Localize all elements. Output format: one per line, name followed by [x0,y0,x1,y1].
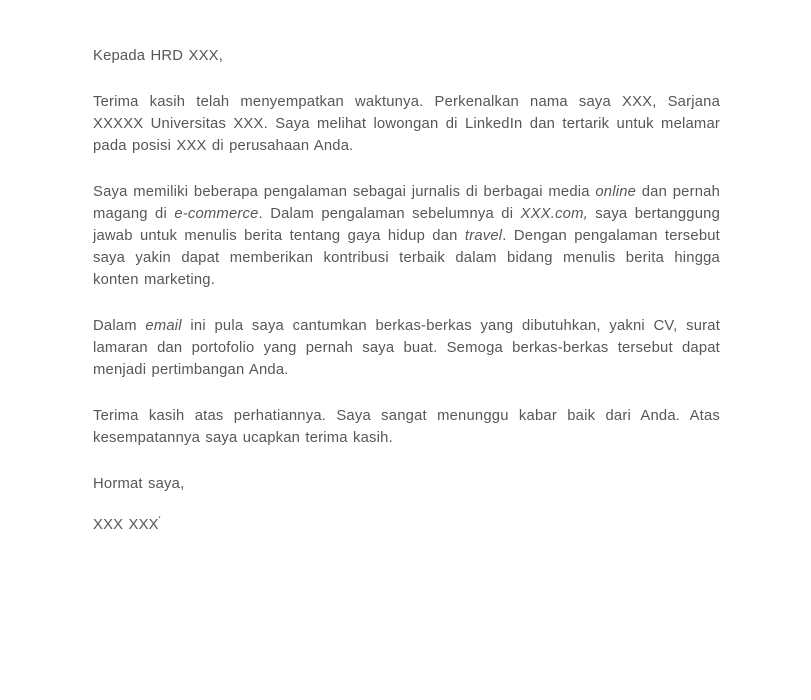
paragraph [93,91,720,157]
body-text: Terima kasih atas perhatiannya. Saya sangat menunggu kabar baik dari Anda. Atas kesempatannya saya ucapkan terima kasih. [93,408,720,446]
body-text: . Dengan pengalaman tersebut saya yakin dapat memberikan kontribusi terbaik dalam bidang menulis berita hingga konten marketing. [93,228,720,288]
paragraph [93,405,720,449]
body-text: Saya memiliki beberapa pengalaman sebagai jurnalis di berbagai media [93,184,596,200]
paragraph [93,315,720,381]
body-text: dan pernah magang di [93,184,720,222]
closing: Hormat saya, [93,476,185,492]
letter-body [93,91,720,449]
italic-text: travel [464,228,503,244]
signature-name: XXX XXX [93,517,159,533]
italic-text: XXX.com, [520,206,588,222]
body-text: Dalam [93,318,146,334]
body-text: saya bertanggung jawab untuk menulis berita tentang gaya hidup dan [93,206,721,244]
italic-text: online [595,184,637,200]
paragraph [93,181,720,291]
body-text: . Dalam pengalaman sebelumnya di [258,206,521,222]
signature-line [93,514,720,536]
body-text: ini pula saya cantumkan berkas-berkas yang dibutuhkan, yakni CV, surat lamaran dan portofolio yang pernah saya buat. Semoga berkas-berkas tersebut dapat menjadi pertimbangan Anda. [93,318,720,378]
body-text: Terima kasih telah menyempatkan waktunya. Perkenalkan nama saya XXX, Sarjana XXXXX Universitas XXX. Saya melihat lowongan di LinkedIn dan tertarik untuk melamar pada posisi XXX di perusahaan Anda. [93,94,720,154]
salutation: Kepada HRD XXX, [93,48,224,64]
signature-tick-mark: ' [158,515,161,527]
italic-text: e-commerce [174,206,259,222]
italic-text: email [145,318,182,334]
